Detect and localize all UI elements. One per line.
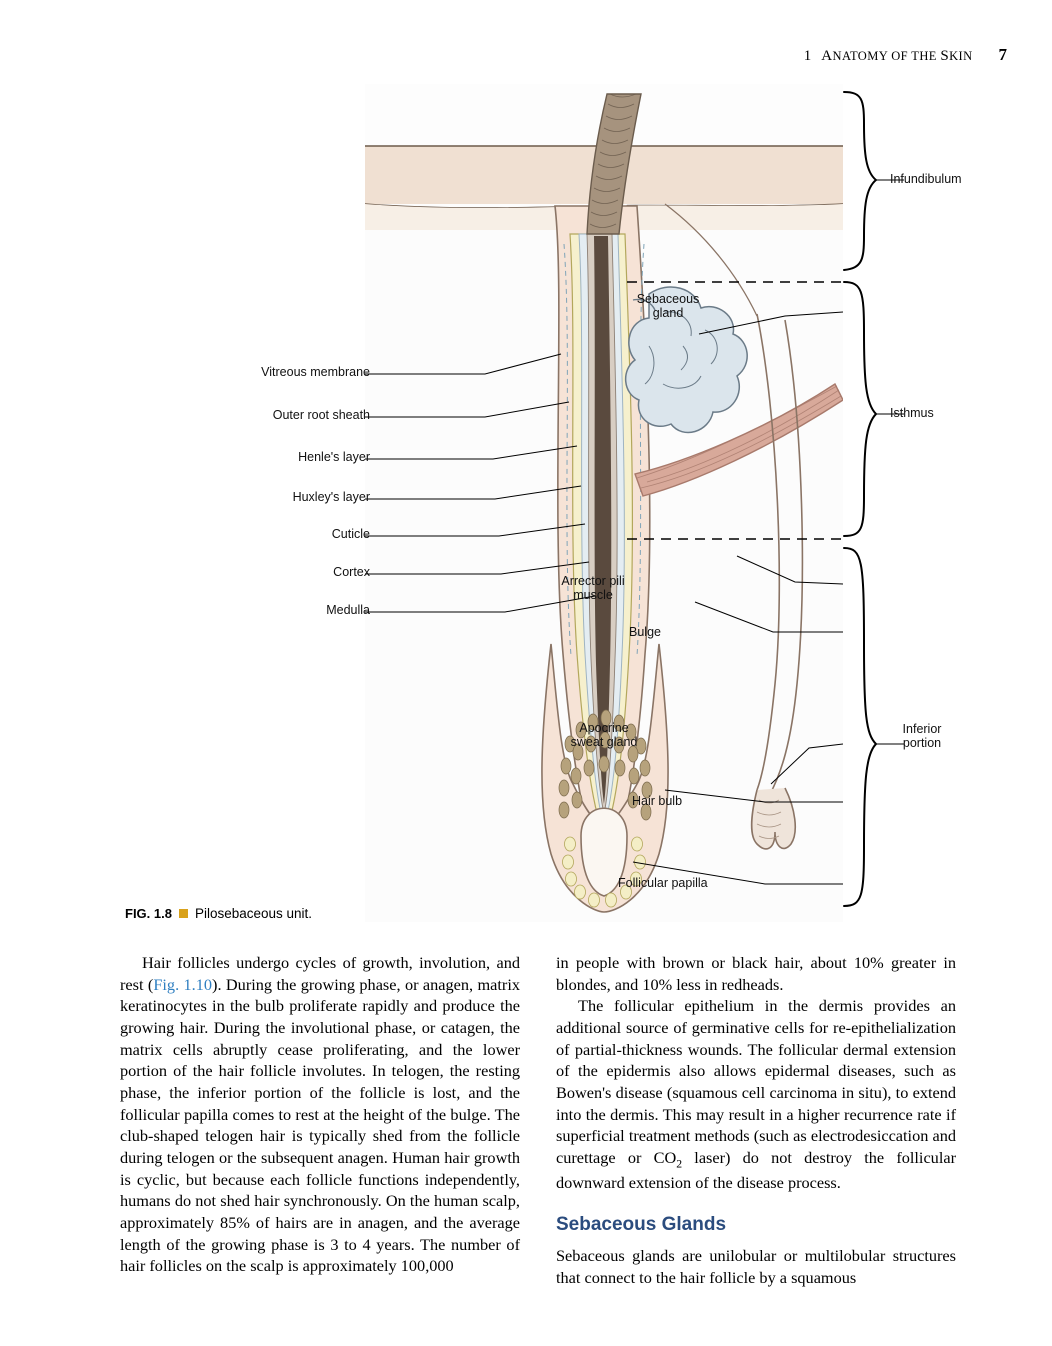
cross-reference-fig-1-10[interactable]: Fig. 1.10 <box>153 974 213 994</box>
para-left-part1: Hair follicles undergo cycles of growth, involution, and rest ( <box>120 953 520 994</box>
figure-caption <box>125 906 312 921</box>
paragraph-hair-count-cont: in people with brown or black hair, about 10% greater in blondes, and 10% less in redheads. <box>556 953 956 994</box>
label-apocrine-line2: sweat gland <box>570 735 638 750</box>
figure-1-8 <box>120 84 980 934</box>
label-cortex: Cortex <box>333 565 370 579</box>
paragraph-sebaceous-glands: Sebaceous glands are unilobular or multilobular structures that connect to the hair follicle by a squamous <box>556 1245 956 1287</box>
para-right-part2: laser) do not destroy the follicular downward extension of the disease process. <box>556 1148 956 1192</box>
label-inferior-portion-line1: Inferior <box>902 722 942 736</box>
label-follicular-papilla: Follicular papilla <box>618 876 708 890</box>
label-arrector-pili-line2: muscle <box>573 588 613 603</box>
label-bulge: Bulge <box>629 625 661 639</box>
label-inferior-portion-line2: portion <box>902 736 942 751</box>
running-head <box>804 45 1007 65</box>
para-left-part2: ). During the growing phase, or anagen, matrix keratinocytes in the bulb proliferate rapidly and produce the growing hair. During the involutional phase, or catagen, the matrix cells abruptly cease proliferating, and the lower portion of the hair follicle involutes. In telogen, the resting phase, the inferior portion of the follicle is lost, and the follicular papilla comes to rest at the height of the bulge. The club-shaped telogen hair is typically shed from the follicle during telogen or the subsequent anagen. Human hair growth is cyclic, but because each follicle functions independently, humans do not shed hair synchronously. On the human scalp, approximately 85% of hairs are in anagen, and the average length of the growing phase is 3 to 4 years. The number of hair follicles on the scalp is approximately 100,000 <box>120 974 521 1276</box>
label-apocrine-line1: Apocrine <box>579 721 629 735</box>
co2-subscript: 2 <box>676 1157 683 1171</box>
figure-marker-icon <box>179 909 188 918</box>
label-medulla: Medulla <box>326 603 370 617</box>
label-huxleys-layer: Huxley's layer <box>292 490 370 504</box>
chapter-title: ANATOMY OF THE SKIN <box>821 48 973 64</box>
label-arrector-pili-muscle <box>528 574 658 603</box>
paragraph-hair-cycles <box>120 952 520 1277</box>
label-hair-bulb: Hair bulb <box>632 794 683 808</box>
body-column-right <box>556 952 956 1288</box>
label-arrector-pili-line1: Arrector pili <box>561 574 625 588</box>
figure-caption-text: Pilosebaceous unit. <box>194 906 313 921</box>
label-vitreous-membrane: Vitreous membrane <box>261 365 370 379</box>
label-infundibulum: Infundibulum <box>890 172 962 186</box>
para-right-part1: The follicular epithelium in the dermis provides an additional source of germinative cells for re-epithelialization of partial-thickness wounds. The follicular dermal extension of the epidermis also allows epidermal diseases, such as Bowen's disease (squamous cell carcinoma in situ), to extend into the dermis. This may result in a higher recurrence rate if superficial treatment methods (such as electrodesiccation and curettage or CO <box>556 996 956 1168</box>
body-column-left <box>120 952 520 1277</box>
label-sebaceous-gland-line1: Sebaceous <box>636 292 700 306</box>
label-isthmus: Isthmus <box>890 406 934 420</box>
paragraph-follicular-epithelium <box>556 995 956 1193</box>
page-number: 7 <box>998 45 1007 64</box>
section-heading-sebaceous-glands: Sebaceous Glands <box>556 1213 727 1235</box>
figure-label: FIG. 1.8 <box>125 906 172 921</box>
label-sebaceous-gland-line2: gland <box>652 306 684 321</box>
label-outer-root-sheath: Outer root sheath <box>272 408 370 422</box>
label-apocrine-sweat-gland <box>534 721 674 750</box>
label-sebaceous-gland <box>608 292 728 321</box>
chapter-number: 1 <box>803 48 812 64</box>
label-inferior-portion <box>882 722 962 751</box>
label-henles-layer: Henle's layer <box>298 450 370 464</box>
label-cuticle: Cuticle <box>331 527 370 541</box>
region-braces <box>120 84 980 934</box>
